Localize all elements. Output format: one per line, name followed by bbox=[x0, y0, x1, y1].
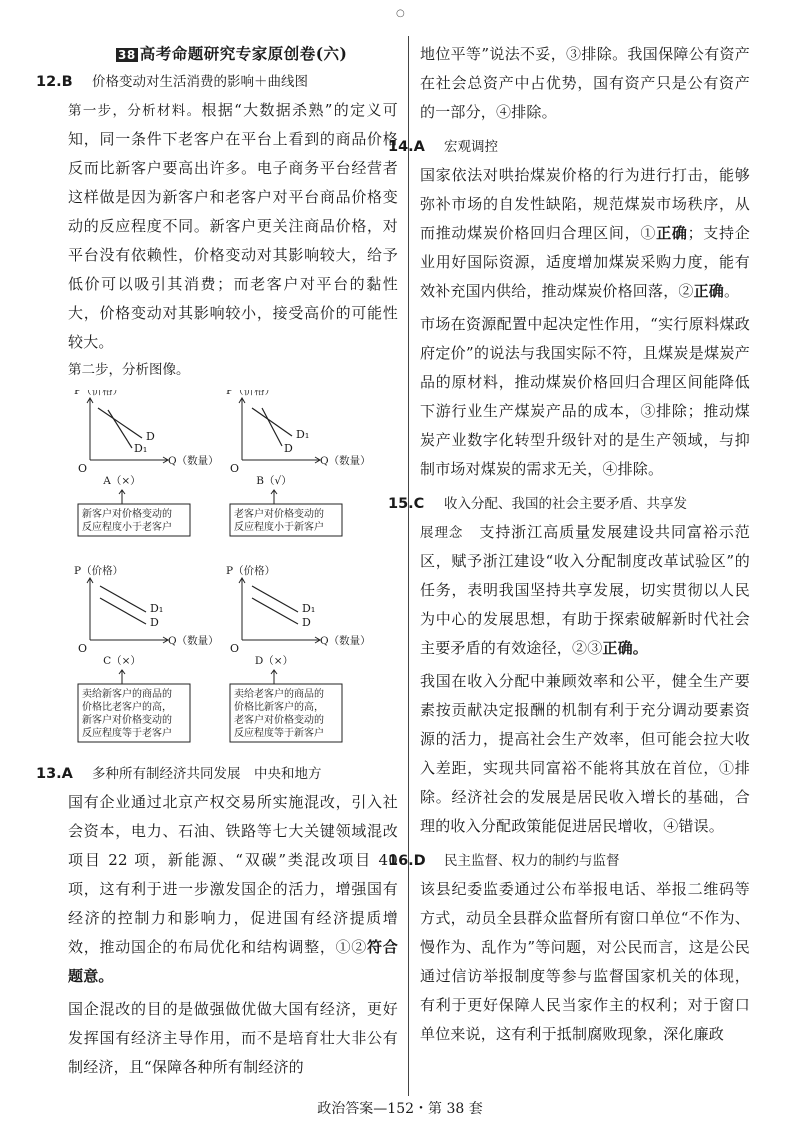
graph-1-origin: O bbox=[230, 462, 240, 475]
graph-3-origin: O bbox=[230, 642, 240, 655]
graph-2-line2-label: D bbox=[150, 616, 159, 629]
graph-3-curve-upper bbox=[252, 586, 298, 612]
graph-0-note-line: 新客户对价格变动的 bbox=[82, 509, 172, 520]
graph-3-note-line: 卖给老客户的商品的 bbox=[234, 689, 324, 700]
q14-text-a: 国家依法对哄抬煤炭价格的行为进行打击，能够弥补市场的自发性缺陷，规范煤炭市场秩序，从而推动煤炭价格回归合理区间，① bbox=[420, 166, 750, 242]
graph-3-caption: D（×） bbox=[254, 655, 294, 667]
graph-1-y-label: P（价格） bbox=[226, 390, 276, 397]
graph-1-curve-steep bbox=[252, 408, 292, 436]
q13-topic: 多种所有制经济共同发展 中央和地方 bbox=[92, 766, 322, 782]
graph-3-curve-lower bbox=[252, 598, 298, 624]
q13-text-bold: 符合题意。 bbox=[68, 938, 398, 985]
graph-0-note-line: 反应程度小于老客户 bbox=[82, 522, 172, 533]
graph-3-line1-label: D₁ bbox=[302, 602, 316, 615]
section-title-text: 高考命题研究专家原创卷(六) bbox=[139, 44, 348, 63]
q13-number: 13.A bbox=[36, 766, 73, 782]
graph-2-note-line: 卖给新客户的商品的 bbox=[82, 689, 172, 700]
left-column bbox=[36, 42, 398, 1082]
graph-0-origin: O bbox=[78, 462, 88, 475]
q14-block bbox=[388, 133, 750, 484]
graph-0-y-label: P（价格） bbox=[74, 390, 124, 397]
q15-bold-a: 正确。 bbox=[602, 639, 649, 657]
q12-step1 bbox=[68, 96, 398, 357]
q13-text bbox=[68, 788, 398, 991]
q15-topic2: 展理念 bbox=[420, 525, 464, 541]
graph-1-note-line: 反应程度小于新客户 bbox=[234, 522, 324, 533]
q14-text-c: 。 bbox=[724, 282, 740, 300]
q14-bold-a: 正确 bbox=[656, 224, 688, 242]
graph-1-note-line: 老客户对价格变动的 bbox=[234, 509, 324, 520]
q15-topic: 收入分配、我国的社会主要矛盾、共享发 bbox=[444, 496, 687, 512]
q14-number: 14.A bbox=[388, 139, 425, 155]
graph-2-caption: C（×） bbox=[103, 655, 141, 667]
top-mark: ○ bbox=[396, 8, 405, 19]
graph-3-y-label: P（价格） bbox=[226, 565, 276, 577]
q15-header bbox=[388, 490, 750, 518]
q12-topic: 价格变动对生活消费的影响＋曲线图 bbox=[92, 74, 308, 90]
q13-continuation: 地位平等”说法不妥，③排除。我国保障公有资产在社会总资产中占优势，国有资产只是公有资产的一部分，④排除。 bbox=[420, 45, 750, 121]
column-divider bbox=[408, 36, 409, 1096]
graph-0-curve-steep bbox=[98, 408, 142, 438]
q16-topic: 民主监督、权力的制约与监督 bbox=[444, 853, 620, 869]
graph-2-curve-lower bbox=[100, 598, 146, 624]
q13-text2: 国企混改的目的是做强做优做大国有经济，更好发挥国有经济主导作用，而不是培育壮大非公有制经济，且“保障各种所有制经济的 bbox=[68, 1000, 398, 1076]
graph-3-line2-label: D bbox=[302, 616, 311, 629]
q16-header bbox=[388, 847, 750, 875]
graph-2-y-label: P（价格） bbox=[74, 565, 124, 577]
q12-step1-text: 根据“大数据杀熟”的定义可知，同一条件下老客户在平台上看到的商品价格反而比新客户要高出许多。电子商务平台经营者这样做是因为新客户和老客户对平台商品价格变动的反应程度不同。新客户更关注商品价格，对平台没有依赖性，价格变动对其影响较大，给予低价可以吸引其消费；而老客户对平台的黏性大，价格变动对其影响较小，接受高价的可能性较大。 bbox=[68, 101, 398, 351]
graph-1-line2-label: D bbox=[284, 442, 293, 455]
q14-topic: 宏观调控 bbox=[444, 139, 498, 155]
demand-curve-figure bbox=[62, 390, 382, 750]
graph-3-note-line: 老客户对价格变动的 bbox=[234, 715, 324, 726]
graph-1-line1-label: D₁ bbox=[296, 428, 310, 441]
q14-header bbox=[388, 133, 750, 161]
graph-3-note-line: 价格比新客户的高， bbox=[234, 702, 324, 713]
q13-header bbox=[36, 760, 398, 788]
q14-bold-b: 正确 bbox=[693, 282, 725, 300]
page-footer: 政治答案—152・第 38 套 bbox=[317, 1101, 483, 1117]
q12-header bbox=[36, 68, 398, 96]
right-column bbox=[388, 40, 751, 1049]
q16-number: 16.D bbox=[388, 853, 426, 869]
graph-0-line1-label: D bbox=[146, 430, 155, 443]
q12-number: 12.B bbox=[36, 74, 73, 90]
q15-text-a: 支持浙江高质量发展建设共同富裕示范区，赋予浙江建设“收入分配制度改革试验区”的任务，表明我国坚持共享发展，切实贯彻以人民为中心的发展思想，有助于探索破解新时代社会主要矛盾的有效途径，②③ bbox=[420, 523, 751, 657]
graph-2-curve-upper bbox=[100, 586, 146, 612]
q15-text bbox=[420, 518, 750, 663]
q14-text-b: ；支持企业用好国际资源，适度增加煤炭采购力度，能有效补充国内供给，推动煤炭价格回落，② bbox=[420, 224, 750, 300]
graph-2-x-label: Q（数量） bbox=[168, 635, 219, 647]
q12-step1-label: 第一步，分析材料。 bbox=[68, 103, 202, 119]
section-title bbox=[116, 42, 398, 64]
q14-text bbox=[420, 161, 750, 306]
graph-2-note-line: 价格比老客户的高， bbox=[82, 702, 172, 713]
graph-1-caption: B（√） bbox=[256, 475, 292, 487]
graph-0-x-label: Q（数量） bbox=[168, 455, 219, 467]
q15-number: 15.C bbox=[388, 496, 425, 512]
graph-3-x-label: Q（数量） bbox=[320, 635, 371, 647]
graph-1-x-label: Q（数量） bbox=[320, 455, 371, 467]
graph-2-origin: O bbox=[78, 642, 88, 655]
q16-block bbox=[388, 847, 750, 1049]
q15-block bbox=[388, 490, 751, 841]
q16-text: 该县纪委监委通过公布举报电话、举报二维码等方式，动员全县群众监督所有窗口单位“不作为、慢作为、乱作为”等问题，对公民而言，这是公民通过信访举报制度等参与监督国家机关的体现，有利于更好保障人民当家作主的权利；对于窗口单位来说，这有利于抵制腐败现象，深化廉政 bbox=[420, 880, 750, 1043]
graph-2-note-line: 反应程度等于老客户 bbox=[82, 728, 172, 739]
graph-2-line1-label: D₁ bbox=[150, 602, 164, 615]
q15-text2: 我国在收入分配中兼顾效率和公平，健全生产要素按贡献决定报酬的机制有利于充分调动要素资源的活力，提高社会生产效率，但可能会拉大收入差距，实现共同富裕不能将其放在首位，①排除。经济社会的发展是居民收入增长的基础，合理的收入分配政策能促进居民增收，④错误。 bbox=[420, 672, 750, 835]
graph-0-line2-label: D₁ bbox=[134, 442, 148, 455]
q12-step2-label: 第二步，分析图像。 bbox=[68, 362, 190, 378]
section-badge: 38 bbox=[118, 48, 136, 62]
graph-2-note-line: 新客户对价格变动的 bbox=[82, 715, 172, 726]
graph-0-caption: A（×） bbox=[103, 475, 141, 487]
q14-text2: 市场在资源配置中起决定性作用，“实行原料煤政府定价”的说法与我国实际不符，且煤炭是煤炭产品的原材料，推动煤炭价格回归合理区间能降低下游行业生产煤炭产品的成本，③排除；推动煤炭产业数字化转型升级针对的是生产领域，与抑制市场对煤炭的需求无关，④排除。 bbox=[420, 315, 750, 478]
q13-text-main: 国有企业通过北京产权交易所实施混改，引入社会资本，电力、石油、铁路等七大关键领域混改项目 22 项，新能源、“双碳”类混改项目 40 项，这有利于进一步激发国企的活力，增强国有经济的控制力和影响力，促进国有经济提质增效，推动国企的布局优化和结构调整，①② bbox=[68, 793, 398, 956]
graph-3-note-line: 反应程度等于新客户 bbox=[234, 728, 324, 739]
